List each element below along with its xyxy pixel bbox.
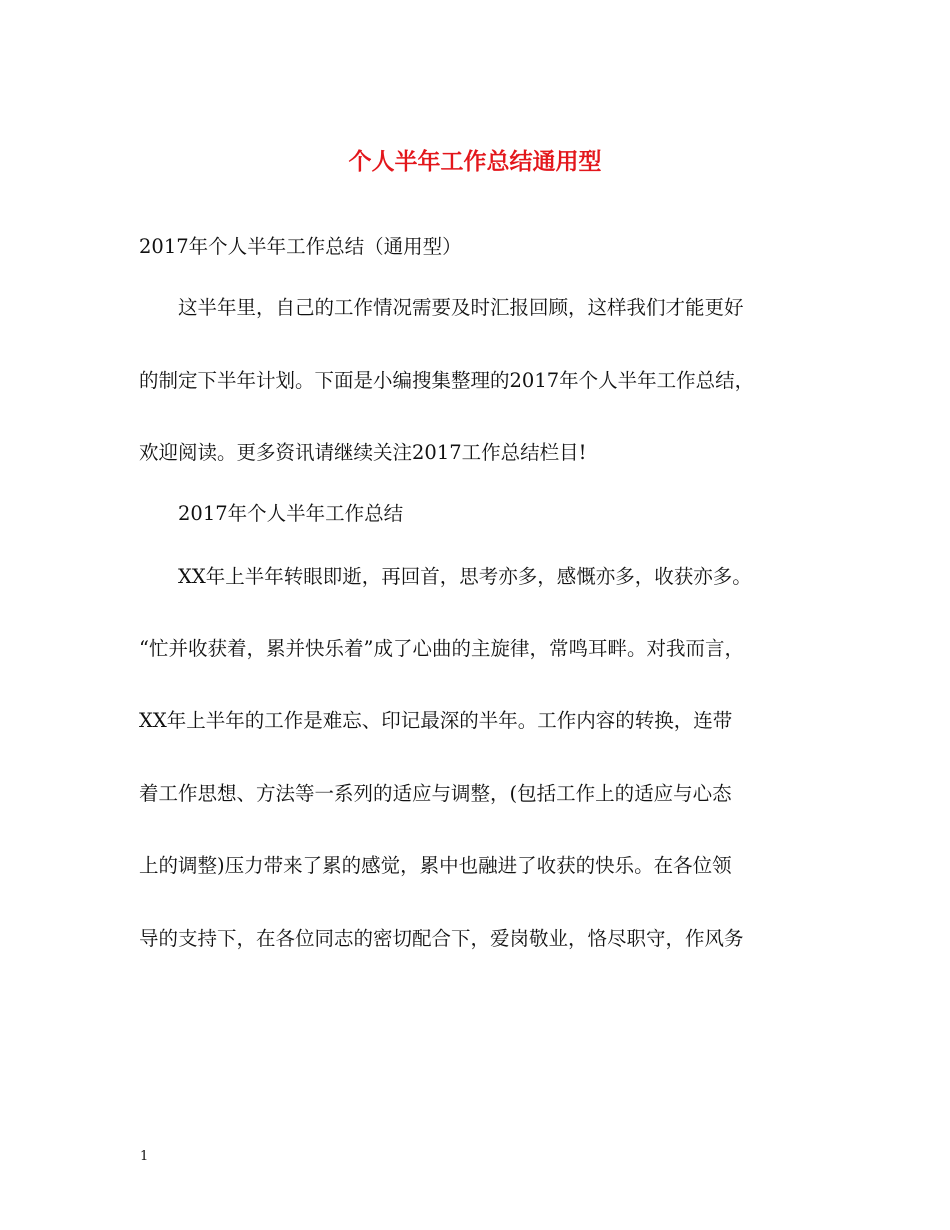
subtitle-line: 2017年个人半年工作总结（通用型） (139, 235, 462, 258)
paragraph-line: 导的支持下，在各位同志的密切配合下，爱岗敬业，恪尽职守，作风务 (139, 927, 744, 950)
paragraph-line: “忙并收获着，累并快乐着”成了心曲的主旋律，常鸣耳畔。对我而言， (139, 637, 744, 660)
section-heading: 2017年个人半年工作总结 (139, 502, 404, 525)
paragraph-line: 的制定下半年计划。下面是小编搜集整理的2017年个人半年工作总结， (139, 369, 755, 392)
paragraph-line: 着工作思想、方法等一系列的适应与调整，(包括工作上的适应与心态 (139, 782, 732, 805)
paragraph-line: 这半年里，自己的工作情况需要及时汇报回顾，这样我们才能更好 (139, 296, 744, 319)
paragraph-line: XX年上半年的工作是难忘、印记最深的半年。工作内容的转换，连带 (139, 709, 733, 732)
paragraph-line: 欢迎阅读。更多资讯请继续关注2017工作总结栏目! (139, 441, 587, 464)
document-title: 个人半年工作总结通用型 (348, 148, 602, 175)
page-number: 1 (140, 1149, 149, 1164)
paragraph-line: 上的调整)压力带来了累的感觉，累中也融进了收获的快乐。在各位领 (139, 854, 732, 877)
paragraph-line: XX年上半年转眼即逝，再回首，思考亦多，感慨亦多，收获亦多。 (139, 565, 752, 588)
